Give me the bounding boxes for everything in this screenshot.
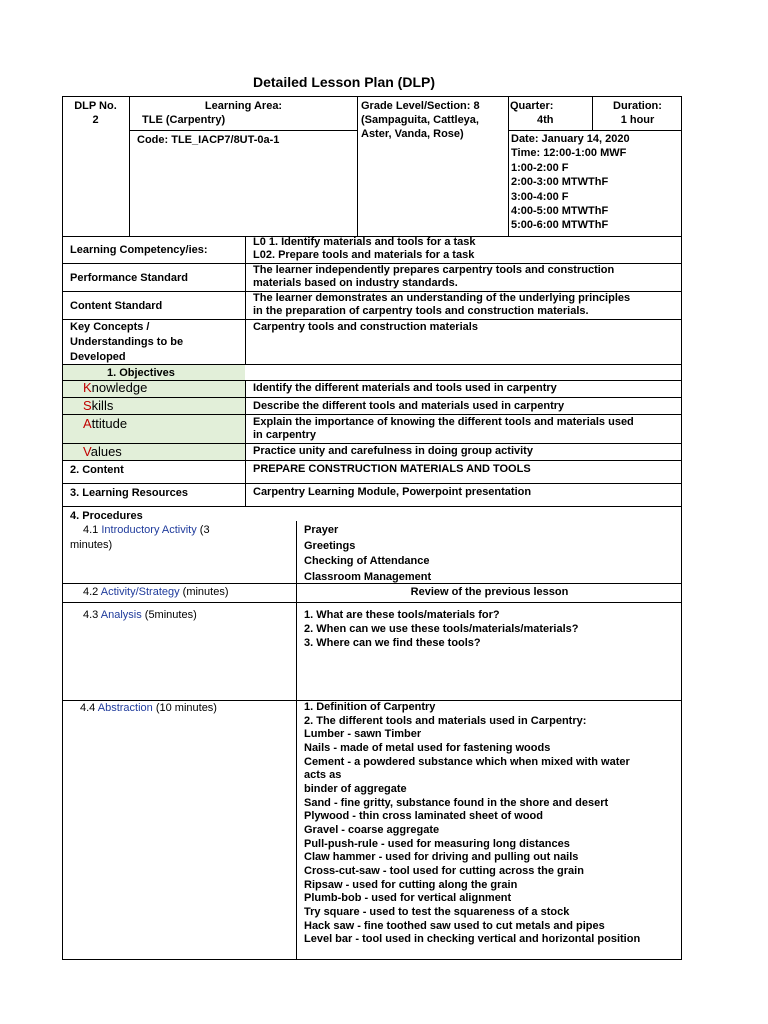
objectives-heading: 1. Objectives — [107, 367, 175, 379]
introductory-activity-label — [70, 523, 294, 553]
schedule-line: 2:00-3:00 MTWThF — [511, 176, 609, 189]
abstraction-item: Ripsaw - used for cutting along the grain — [304, 878, 518, 891]
values-initial: V — [83, 444, 91, 459]
attitude-line: in carpentry — [253, 429, 316, 441]
abstraction-rest: (10 minutes) — [152, 702, 217, 714]
analysis-label — [83, 608, 197, 622]
abstraction-items — [304, 701, 640, 947]
schedule-line: 5:00-6:00 MTWThF — [511, 219, 609, 232]
content-standard-line: The learner demonstrates an understanding of the underlying principles — [253, 292, 631, 304]
resources-value: Carpentry Learning Module, Powerpoint presentation — [253, 486, 532, 498]
activity-rest: (minutes) — [179, 586, 229, 598]
key-concepts-line: Key Concepts / — [70, 321, 150, 333]
key-concepts-value: Carpentry tools and construction materials — [253, 321, 478, 333]
abstraction-item: Plywood - thin cross laminated sheet of wood — [304, 810, 543, 823]
competency-line: L02. Prepare tools and materials for a task — [253, 249, 475, 261]
introductory-activity-items — [304, 523, 431, 585]
dlp-number-cell — [62, 99, 129, 127]
schedule-line: 4:00-5:00 MTWThF — [511, 205, 609, 218]
schedule-line: 3:00-4:00 F — [511, 190, 569, 203]
abstraction-item: Try square - used to test the squareness of a stock — [304, 905, 570, 918]
sections-line-2: Aster, Vanda, Rose) — [361, 128, 464, 140]
intro-rest: (3 — [196, 524, 210, 536]
knowledge-rest: nowledge — [91, 380, 148, 395]
grade-level: Grade Level/Section: 8 — [361, 100, 480, 112]
attitude-rest: ttitude — [91, 416, 128, 431]
page-title: Detailed Lesson Plan (DLP) — [252, 74, 436, 90]
attitude-label — [83, 417, 127, 431]
abstraction-item: Pull-push-rule - used for measuring long distances — [304, 837, 570, 850]
schedule-line: Date: January 14, 2020 — [511, 133, 630, 145]
abstraction-item: Cement - a powdered substance which when mixed with water — [304, 755, 630, 768]
quarter-cell — [510, 99, 592, 127]
procedures-heading: 4. Procedures — [70, 510, 143, 522]
abstraction-item: Cross-cut-saw - tool used for cutting across the grain — [304, 864, 584, 877]
abstraction-num: 4.4 — [80, 702, 98, 714]
intro-item: Classroom Management — [304, 570, 432, 583]
performance-line: materials based on industry standards. — [253, 277, 458, 289]
content-standard-line: in the preparation of carpentry tools and construction materials. — [253, 305, 589, 317]
competency-code: Code: TLE_IACP7/8UT-0a-1 — [137, 134, 280, 146]
dlp-label: DLP No. — [74, 100, 117, 112]
learning-area-cell — [130, 99, 357, 127]
attitude-initial: A — [83, 416, 92, 431]
key-concepts-line: Understandings to be — [70, 336, 184, 348]
attitude-value — [253, 416, 634, 442]
abstraction-item: Lumber - sawn Timber — [304, 728, 422, 741]
code-cell — [137, 133, 357, 147]
content-standard-value — [253, 292, 630, 318]
attitude-line: Explain the importance of knowing the different tools and materials used — [253, 416, 634, 428]
dlp-value: 2 — [92, 114, 99, 126]
learning-area-label: Learning Area: — [204, 100, 283, 112]
sections-line-1: (Sampaguita, Cattleya, — [361, 114, 479, 126]
activity-strategy-label — [83, 585, 229, 599]
intro-num: 4.1 — [83, 524, 102, 536]
learning-area-value: TLE (Carpentry) — [142, 114, 226, 126]
intro-rest-line-2: minutes) — [70, 539, 113, 551]
knowledge-value: Identify the different materials and tools used in carpentry — [253, 382, 557, 394]
performance-label: Performance Standard — [70, 272, 188, 284]
content-standard-label: Content Standard — [70, 300, 163, 312]
activity-strategy-value: Review of the previous lesson — [410, 586, 569, 598]
key-concepts-label — [70, 320, 183, 365]
values-label — [83, 445, 122, 459]
schedule-cell — [511, 132, 681, 233]
competency-value — [253, 236, 476, 262]
skills-rest: kills — [91, 398, 114, 413]
activity-name: Activity/Strategy — [100, 586, 180, 598]
abstraction-item: Claw hammer - used for driving and pulling out nails — [304, 851, 579, 864]
quarter-label: Quarter: — [510, 100, 554, 112]
activity-num: 4.2 — [83, 586, 101, 598]
intro-name: Introductory Activity — [101, 524, 197, 536]
abstraction-item: acts as — [304, 769, 342, 782]
abstraction-item: binder of aggregate — [304, 782, 407, 795]
values-rest: alues — [90, 444, 122, 459]
analysis-item: 2. When can we use these tools/materials/materials? — [304, 623, 579, 635]
analysis-name: Analysis — [100, 609, 142, 621]
abstraction-item: Gravel - coarse aggregate — [304, 823, 440, 836]
analysis-rest: (5minutes) — [141, 609, 197, 621]
intro-item: Greetings — [304, 539, 356, 552]
abstraction-item: Nails - made of metal used for fastening woods — [304, 741, 551, 754]
abstraction-item: Sand - fine gritty, substance found in the shore and desert — [304, 796, 609, 809]
duration-cell — [593, 99, 682, 127]
abstraction-item: Level bar - tool used in checking vertical and horizontal position — [304, 933, 641, 946]
resources-label: 3. Learning Resources — [70, 487, 188, 499]
performance-line: The learner independently prepares carpentry tools and construction — [253, 264, 615, 276]
content-label: 2. Content — [70, 464, 124, 476]
duration-label: Duration: — [613, 100, 662, 112]
knowledge-label — [83, 381, 147, 395]
skills-value: Describe the different tools and materials used in carpentry — [253, 400, 565, 412]
performance-value — [253, 264, 614, 290]
analysis-items — [304, 608, 579, 650]
analysis-item: 3. Where can we find these tools? — [304, 637, 481, 649]
abstraction-name: Abstraction — [97, 702, 153, 714]
abstraction-item: Hack saw - fine toothed saw used to cut metals and pipes — [304, 919, 605, 932]
abstraction-item: 1. Definition of Carpentry — [304, 701, 436, 713]
quarter-value: 4th — [537, 114, 554, 126]
analysis-item: 1. What are these tools/materials for? — [304, 609, 500, 621]
abstraction-item: 2. The different tools and materials used in Carpentry: — [304, 714, 587, 727]
skills-initial: S — [83, 398, 92, 413]
values-value: Practice unity and carefulness in doing group activity — [253, 445, 533, 457]
schedule-line: 1:00-2:00 F — [511, 161, 569, 174]
abstraction-item: Plumb-bob - used for vertical alignment — [304, 892, 512, 905]
skills-label — [83, 399, 113, 413]
grade-level-cell — [361, 99, 508, 141]
key-concepts-line: Developed — [70, 351, 126, 363]
duration-value: 1 hour — [620, 114, 655, 126]
competency-line: L0 1. Identify materials and tools for a task — [253, 236, 476, 248]
competency-label: Learning Competency/ies: — [70, 244, 208, 256]
knowledge-initial: K — [83, 380, 92, 395]
intro-item: Prayer — [304, 524, 339, 536]
analysis-num: 4.3 — [83, 609, 101, 621]
schedule-line: Time: 12:00-1:00 MWF — [511, 147, 627, 160]
intro-item: Checking of Attendance — [304, 555, 430, 567]
abstraction-label — [80, 701, 217, 715]
content-value: PREPARE CONSTRUCTION MATERIALS AND TOOLS — [253, 463, 531, 475]
